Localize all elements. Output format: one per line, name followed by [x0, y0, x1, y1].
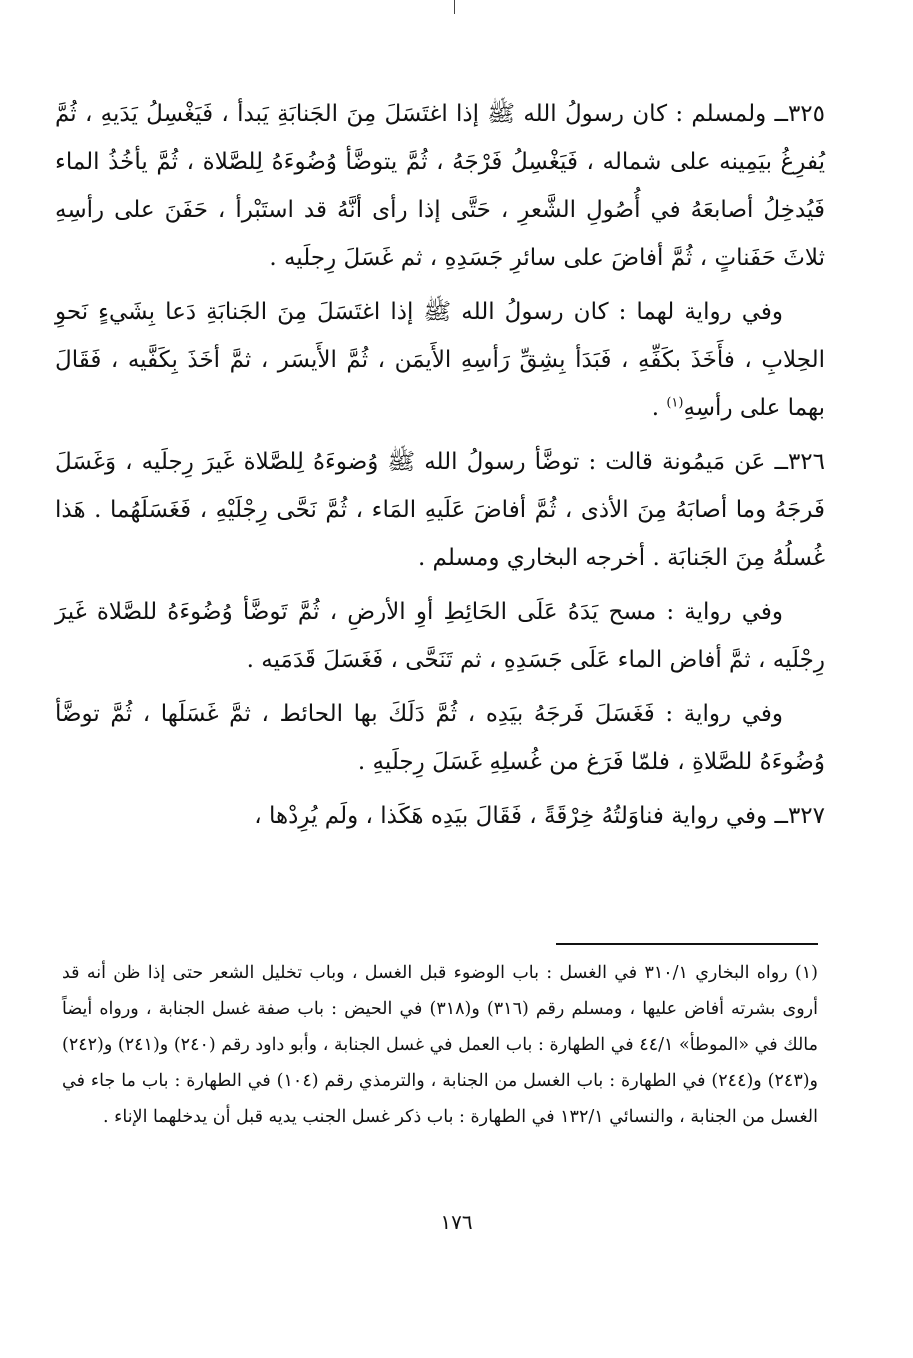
page-number: ١٧٦ — [440, 1210, 473, 1234]
paragraph-326-variant-2: وفي رواية : فَغَسَلَ فَرجَهُ بيَدِه ، ثُمَّ دَلَكَ بها الحائط ، ثمَّ غَسَلَها ، ثُمَّ توضَّأ وُضُوءَهُ للصَّلاةِ ، فلمّا فَرَغ من غُسلِهِ غَسَلَ رِجلَيهِ . — [55, 701, 825, 775]
footnotes — [62, 955, 818, 1135]
footnote-ref[interactable]: (١) — [666, 395, 684, 411]
top-margin-mark — [454, 0, 455, 14]
paragraph-326-variant-1: وفي رواية : مسح يَدَهُ عَلَى الحَائِطِ أوِ الأرضِ ، ثُمَّ تَوضَّأ وُضُوءَهُ للصَّلاة غَيرَ رِجْلَيه ، ثمَّ أفاض الماء عَلَى جَسَدِهِ ، ثم تَنَحَّى ، فَغَسَلَ قَدَمَيه . — [55, 599, 825, 673]
paragraph-tail: . — [651, 395, 667, 421]
paragraph-text: وفي رواية لهما : كان رسولُ الله ﷺ إذا اغتَسَلَ مِنَ الجَنابَةِ دَعا بِشَيءٍ نَحوِ الحِلابِ ، فأَخَذَ بكَفِّهِ ، فَبَدَأ بِشِقِّ رَأسِهِ الأَيمَن ، ثُمَّ الأَيسَر ، ثمَّ أخَذَ بِكَفَّيه ، فَقَالَ بهما على رأسِهِ — [55, 299, 825, 421]
paragraph-325-variant — [55, 288, 825, 432]
paragraph-325: ٣٢٥ــ ولمسلم : كان رسولُ الله ﷺ إذا اغتَسَلَ مِنَ الجَنابَةِ يَبدأ ، فَيَغْسِلُ يَدَيهِ ، ثُمَّ يُفرِغُ بيَمِينه على شماله ، فَيَغْسِلُ فَرْجَهُ ، ثُمَّ يتوضَّأ وُضُوءَهُ لِلصَّلاة ، ثُمَّ يأخُذُ الماء فَيُدخِلُ أصابعَهُ في أُصُولِ الشَّعرِ ، حَتَّى إذا رأى أنَّهُ قد استَبْرأ ، حَفَنَ على رأسِهِ ثلاثَ حَفَناتٍ ، ثُمَّ أفاضَ على سائرِ جَسَدِهِ ، ثم غَسَلَ رِجلَيه . — [55, 101, 825, 271]
paragraph-327: ٣٢٧ــ وفي رواية فناوَلتُهُ خِرْقَةً ، فَقَالَ بيَدِه هَكَذا ، ولَم يُرِدْها ، — [254, 803, 825, 829]
paragraph-326: ٣٢٦ــ عَن مَيمُونة قالت : توضَّأ رسولُ الله ﷺ وُضوءَهُ لِلصَّلاة غَيرَ رِجلَيه ، وَغَسَلَ فَرجَهُ وما أصابَهُ مِنَ الأذى ، ثُمَّ أفاضَ عَلَيهِ المَاء ، ثُمَّ نَحَّى رِجْلَيْهِ ، فَغَسَلَهُما . هَذا غُسلُهُ مِنَ الجَنابَة . أخرجه البخاري ومسلم . — [55, 449, 825, 571]
main-text — [55, 90, 825, 846]
footnote-divider — [556, 943, 818, 945]
footnote-1: (١) رواه البخاري ٣١٠/١ في الغسل : باب الوضوء قبل الغسل ، وباب تخليل الشعر حتى إذا ظن أنه قد أروى بشرته أفاض عليها ، ومسلم رقم (٣١٦) و(٣١٨) في الحيض : باب صفة غسل الجنابة ، ورواه أيضاً مالك في «الموطأ» ٤٤/١ في الطهارة : باب العمل في غسل الجنابة ، وأبو داود رقم (٢٤٠) و(٢٤١) و(٢٤٢) و(٢٤٣) و(٢٤٤) في الطهارة : باب الغسل من الجنابة ، والترمذي رقم (١٠٤) في الطهارة : باب ما جاء في الغسل من الجنابة ، والنسائي ١٣٢/١ في الطهارة : باب ذكر غسل الجنب يديه قبل أن يدخلهما الإناء . — [62, 963, 818, 1127]
